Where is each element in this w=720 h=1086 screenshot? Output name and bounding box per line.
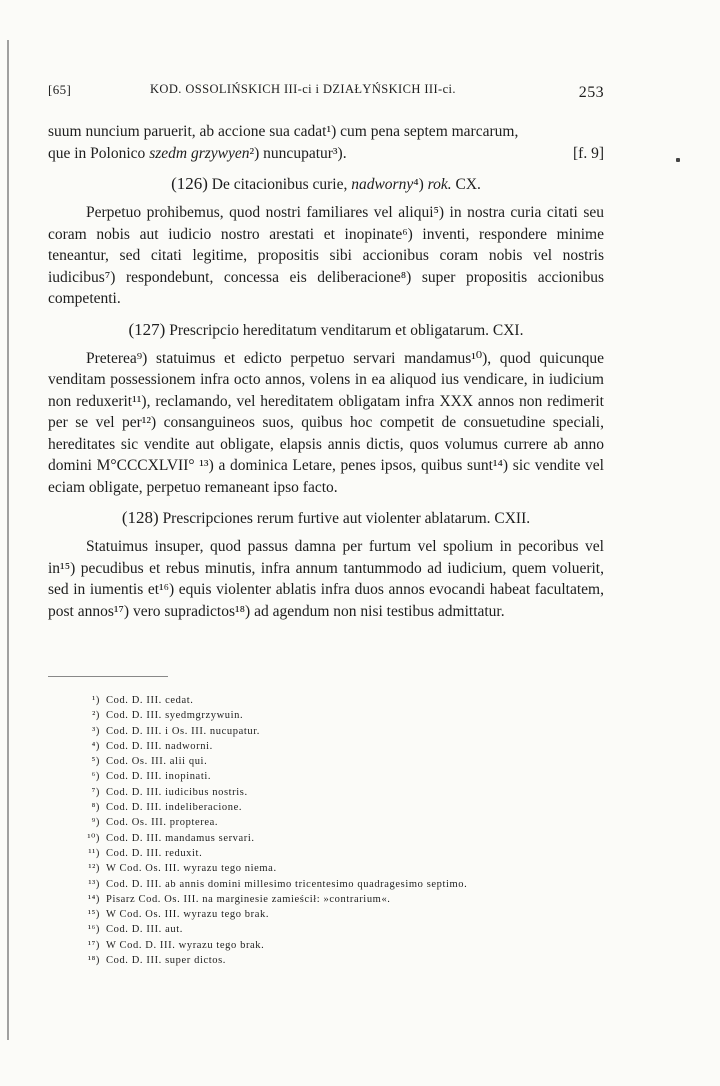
- section-number: (127): [128, 319, 166, 339]
- footnotes: [80, 693, 580, 968]
- footnote: ¹⁶) Cod. D. III. aut.: [87, 924, 183, 936]
- bracket-number: [65]: [48, 82, 72, 97]
- footnote: ¹¹) Cod. D. III. reduxit.: [88, 847, 203, 859]
- footnote: ¹⁸) Cod. D. III. super dictos.: [87, 955, 226, 967]
- main-text: [48, 121, 604, 622]
- footnote: ⁴) Cod. D. III. nadworni.: [91, 740, 213, 752]
- section-128-text: Statuimus insuper, quod passus damna per furtum vel spolium in pecoribus vel in¹⁵) pecudibus et rebus minutis, infra annum tantummodo ad iudicium, quem voluerit, sed in iumentis et¹⁶) equis violenter ablatis infra duos annos evocandi habeat facultatem, post annos¹⁷) vero supradictos¹⁸) ad agendum non nisi testibus admittatur.: [48, 538, 604, 620]
- intro-line-1: suum nuncium paruerit, ab accione sua cadat¹) cum pena septem marcarum,: [48, 123, 519, 140]
- footnote: ⁹) Cod. Os. III. propterea.: [91, 817, 219, 829]
- footnote: ¹²) W Cod. Os. III. wyrazu tego niema.: [88, 863, 277, 875]
- footnote: ³) Cod. D. III. i Os. III. nucupatur.: [92, 725, 260, 737]
- footnote-divider: [48, 676, 168, 677]
- footnote: ¹⁴) Pisarz Cod. Os. III. na marginesie zamieścił: »contrarium«.: [87, 893, 391, 905]
- footnote: ⁵) Cod. Os. III. alii qui.: [91, 756, 208, 768]
- running-header: [48, 80, 604, 104]
- section-number: (126): [171, 174, 208, 193]
- footnote: ¹⁷) W Cod. D. III. wyrazu tego brak.: [87, 939, 265, 951]
- polish-phrase: szedm grzywyen: [149, 144, 250, 162]
- footnote: ¹) Cod. D. III. cedat.: [92, 695, 194, 706]
- footnote: ⁸) Cod. D. III. indeliberacione.: [91, 802, 243, 814]
- intro-line-2: [48, 143, 604, 165]
- footnote: ¹⁵) W Cod. Os. III. wyrazu tego brak.: [87, 909, 270, 921]
- footnote: ¹⁰) Cod. D. III. mandamus servari.: [87, 832, 255, 844]
- folio-marker: [f. 9]: [573, 144, 604, 162]
- intro-line-2-rest: ²) nuncupatur³).: [249, 144, 347, 162]
- footnote: ²) Cod. D. III. syedmgrzywuin.: [92, 710, 244, 722]
- intro-line-2-text: que in Polonico: [48, 144, 150, 162]
- section-126-text: Perpetuo prohibemus, quod nostri familiares vel aliqui⁵) in nostra curia citati seu coram nobis aut iudicio nostro arestati et inopinate⁶) inventi, respondere minime teneantur, sed citati legitime, propositis sibi accionibus coram nobis vel nostris iudicibus⁷) respondebunt, concessa eis deliberacione⁸) super propositis accionibus competenti.: [48, 204, 604, 307]
- section-number: (128): [121, 508, 159, 527]
- footnote: ⁷) Cod. D. III. iudicibus nostris.: [91, 786, 248, 798]
- section-128-heading: (128) Prescripciones rerum furtive aut violenter ablatarum. CXII.: [121, 508, 531, 527]
- binding-edge-line: [7, 40, 9, 1040]
- section-126-heading: (126) De citacionibus curie, nadworny⁴) rok. CX.: [171, 174, 481, 193]
- section-127-heading: (127) Prescripcio hereditatum venditarum et obligatarum. CXI.: [128, 319, 524, 339]
- footnote: ¹³) Cod. D. III. ab annis domini millesimo tricentesimo quadragesimo septimo.: [88, 878, 468, 890]
- running-title: KOD. OSSOLIŃSKICH III-ci i DZIAŁYŃSKICH III-ci.: [150, 82, 456, 96]
- footnote: ⁶) Cod. D. III. inopinati.: [91, 771, 212, 783]
- ink-speck: [676, 158, 680, 162]
- page-number: 253: [578, 84, 604, 101]
- section-127-text: Preterea⁹) statuimus et edicto perpetuo servari mandamus¹⁰), quod quicunque venditam possessionem infra octo annos, volens in ea aliquod ius vendicare, in iudicium non reduxerit¹¹), reclamando, vel hereditatem obligatam infra XXX annos non redimerit per se vel per¹²) consanguineos suos, quibus hoc competit de consuetudine speciali, hereditates sic vendite aut obligate, elapsis annis dictis, quos volumus currere ab anno domini M°CCCXLVII° ¹³) a dominica Letare, penes ipsos, quibus sunt¹⁴) sic vendite vel eciam obligate, perpetuo remaneant ipso facto.: [48, 349, 604, 496]
